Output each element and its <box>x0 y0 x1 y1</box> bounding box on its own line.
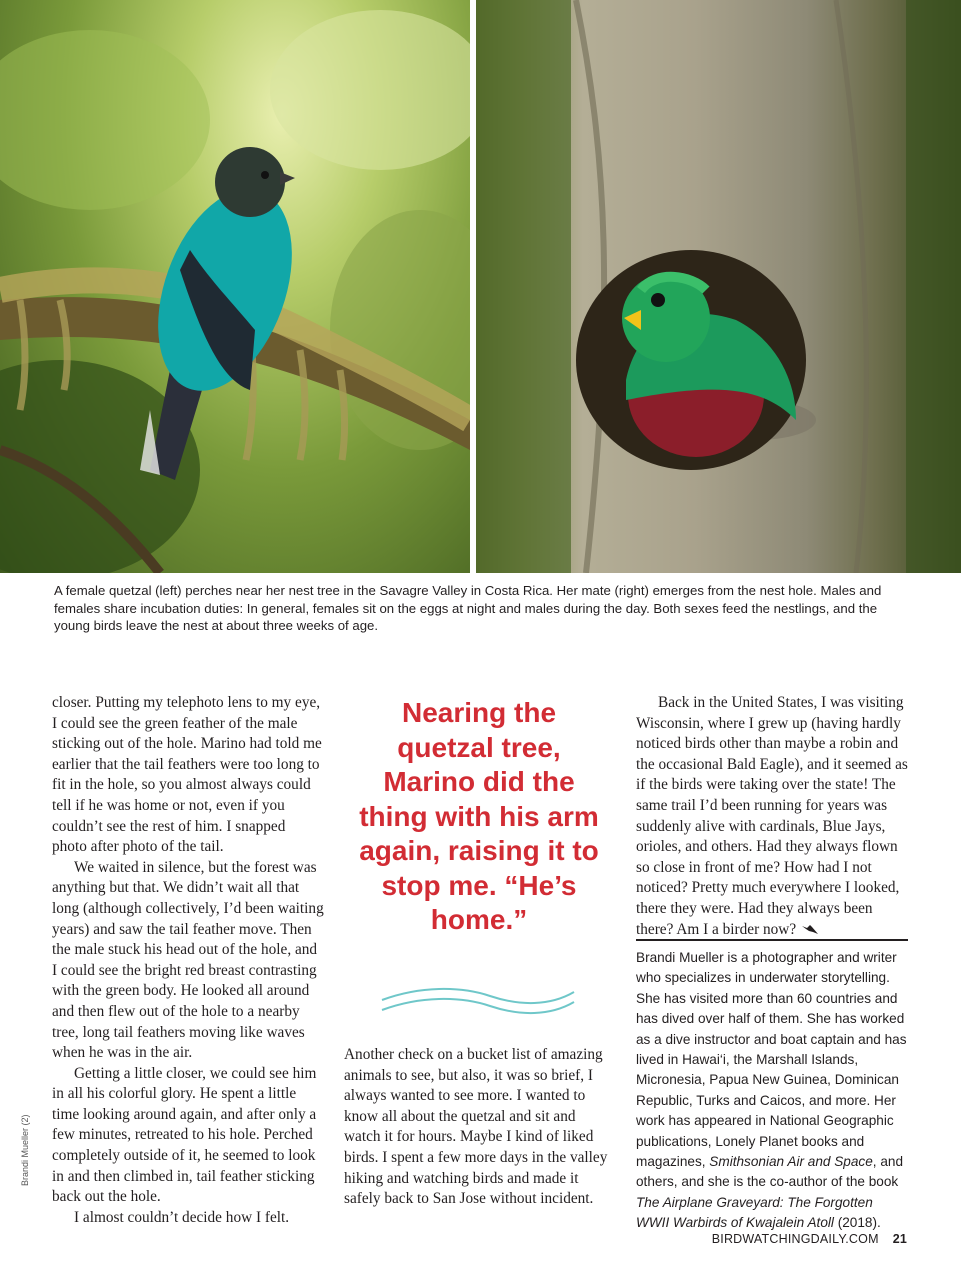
bio-text: , and others, and she is the co-author of the book <box>636 1154 904 1190</box>
bird-end-mark-icon <box>800 922 820 936</box>
page-footer <box>712 1232 907 1246</box>
wave-divider-icon <box>380 978 576 1022</box>
paragraph: Getting a little closer, we could see him in all his colorful glory. He spent a little time looking around again, and after only a few minutes, retreated to his hole. Perched completely outside of it, he seemed to look in and then climbed in, tail feather sticking back out the hole. <box>52 1064 317 1206</box>
bio-italic-title: Smithsonian Air and Space <box>709 1154 873 1170</box>
bio-text: (2018). <box>833 1215 881 1231</box>
middle-column <box>344 1045 608 1210</box>
photo-female-quetzal <box>0 0 470 573</box>
paragraph: We waited in silence, but the forest was anything but that. We didn’t wait all that long (although collectively, I’d been waiting years) and saw the tail feather move. Then the male stuck his head out of the hole, and I could see the bright red breast contrasting with the green body. He looked all around and then flew out of the hole to a nearby tree, long tail feathers moving like waves when he was in the air. <box>52 858 324 1062</box>
footer-site[interactable]: BIRDWATCHINGDAILY.COM <box>711 1232 879 1246</box>
bio-text: Brandi Mueller is a photographer and writer who specializes in underwater storytelling. She has visited more than 60 countries and has dived over half of them. She has worked as a dive instructor and boat captain and has lived in Hawai‘i, the Marshall Islands, Micronesia, Papua New Guinea, Dominican Republic, Turks and Caicos, and more. Her work has appeared in National Geographic publications, Lonely Planet books and magazines, <box>636 950 907 1170</box>
photo-caption: A female quetzal (left) perches near her nest tree in the Savagre Valley in Costa Rica. Her mate (right) emerges from the nest hole. Males and females share incubation duties: In general, females sit on the eggs at night and males during the day. Both sexes feed the nestlings, and the young birds leave the nest at about three weeks of age. <box>54 583 882 634</box>
paragraph <box>636 693 908 940</box>
photo-credit: Brandi Mueller (2) <box>20 1114 30 1186</box>
paragraph-text: Back in the United States, I was visiting Wisconsin, where I grew up (having hardly noticed birds other than maybe a robin and the occasional Bald Eagle), and it seemed as if the birds were taking over the state! The same trail I’d been running for years was suddenly alive with cardinals, Blue Jays, orioles, and others. Had they always flown so close in front of me? How had I not noticed? Pretty much everywhere I looked, there they were. Had they always been there? Am I a birder now? <box>636 694 908 938</box>
male-quetzal-illustration <box>476 0 961 573</box>
female-quetzal-illustration <box>0 0 470 573</box>
paragraph: I almost couldn’t decide how I felt. <box>74 1208 290 1226</box>
paragraph: Another check on a bucket list of amazing animals to see, but also, it was so brief, I always wanted to see more. I wanted to know all about the quetzal and sit and watch it for hours. Maybe I kind of liked birds. I spent a few more days in the valley hiking and watching birds and made it safely back to San Jose without incident. <box>344 1046 608 1208</box>
left-column <box>52 693 324 1228</box>
photo-male-quetzal <box>476 0 961 573</box>
pull-quote: Nearing the quetzal tree, Marino did the thing with his arm again, raising it to stop me. “He’s home.” <box>359 697 599 935</box>
bio-divider <box>636 939 908 941</box>
right-column <box>636 693 908 940</box>
author-bio <box>636 948 908 1234</box>
bio-book-title: The Airplane Graveyard: The Forgotten WWII Warbirds of Kwajalein Atoll <box>636 1194 873 1231</box>
paragraph: closer. Putting my telephoto lens to my eye, I could see the green feather of the male sticking out of the hole. Marino had told me earlier that the tail feathers were too long to fit in the hole, so you almost always could tell if he was home or not, even if you couldn’t see the rest of him. I snapped photo after photo of the tail. <box>52 694 322 856</box>
page-number: 21 <box>892 1232 907 1246</box>
